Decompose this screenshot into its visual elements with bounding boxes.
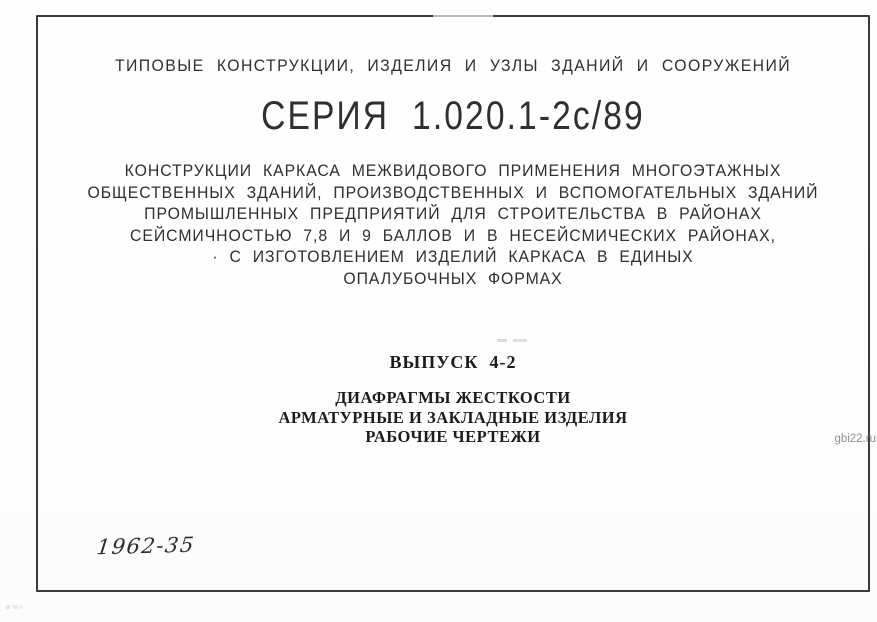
subtitle-line: АРМАТУРНЫЕ И ЗАКЛАДНЫЕ ИЗДЕЛИЯ	[278, 407, 628, 427]
subtitle-line: ДИАФРАГМЫ ЖЕСТКОСТИ	[335, 388, 571, 407]
scan-smudge-artifact	[497, 339, 527, 342]
description-line: ОПАЛУБОЧНЫХ ФОРМАХ	[343, 268, 563, 288]
subtitle-block	[36, 388, 870, 447]
description-block	[65, 160, 841, 289]
series-title: СЕРИЯ 1.020.1-2с/89	[261, 94, 645, 138]
issue-label: ВЫПУСК 4-2	[389, 352, 517, 372]
scan-edge-artifact	[6, 605, 22, 609]
frame-scan-fade	[433, 15, 493, 17]
description-line: КОНСТРУКЦИИ КАРКАСА МЕЖВИДОВОГО ПРИМЕНЕНИЯ МНОГОЭТАЖНЫХ	[124, 161, 782, 180]
site-watermark: gbi22.ru	[834, 433, 876, 445]
subtitle-line: РАБОЧИЕ ЧЕРТЕЖИ	[365, 427, 541, 446]
description-line: СЕЙСМИЧНОСТЬЮ 7,8 И 9 БАЛЛОВ И В НЕСЕЙСМИЧЕСКИХ РАЙОНАХ,	[130, 225, 776, 245]
description-line: ОБЩЕСТВЕННЫХ ЗДАНИЙ, ПРОИЗВОДСТВЕННЫХ И ВСПОМОГАТЕЛЬНЫХ ЗДАНИЙ	[87, 182, 819, 202]
description-line: ПРОМЫШЛЕННЫХ ПРЕДПРИЯТИЙ ДЛЯ СТРОИТЕЛЬСТВА В РАЙОНАХ	[144, 204, 762, 223]
handwritten-archive-number: 1962-35	[95, 532, 197, 560]
description-line: · С ИЗГОТОВЛЕНИЕМ ИЗДЕЛИЙ КАРКАСА В ЕДИНЫХ	[212, 247, 694, 266]
document-header: ТИПОВЫЕ КОНСТРУКЦИИ, ИЗДЕЛИЯ И УЗЛЫ ЗДАНИЙ И СООРУЖЕНИЙ	[114, 56, 791, 75]
